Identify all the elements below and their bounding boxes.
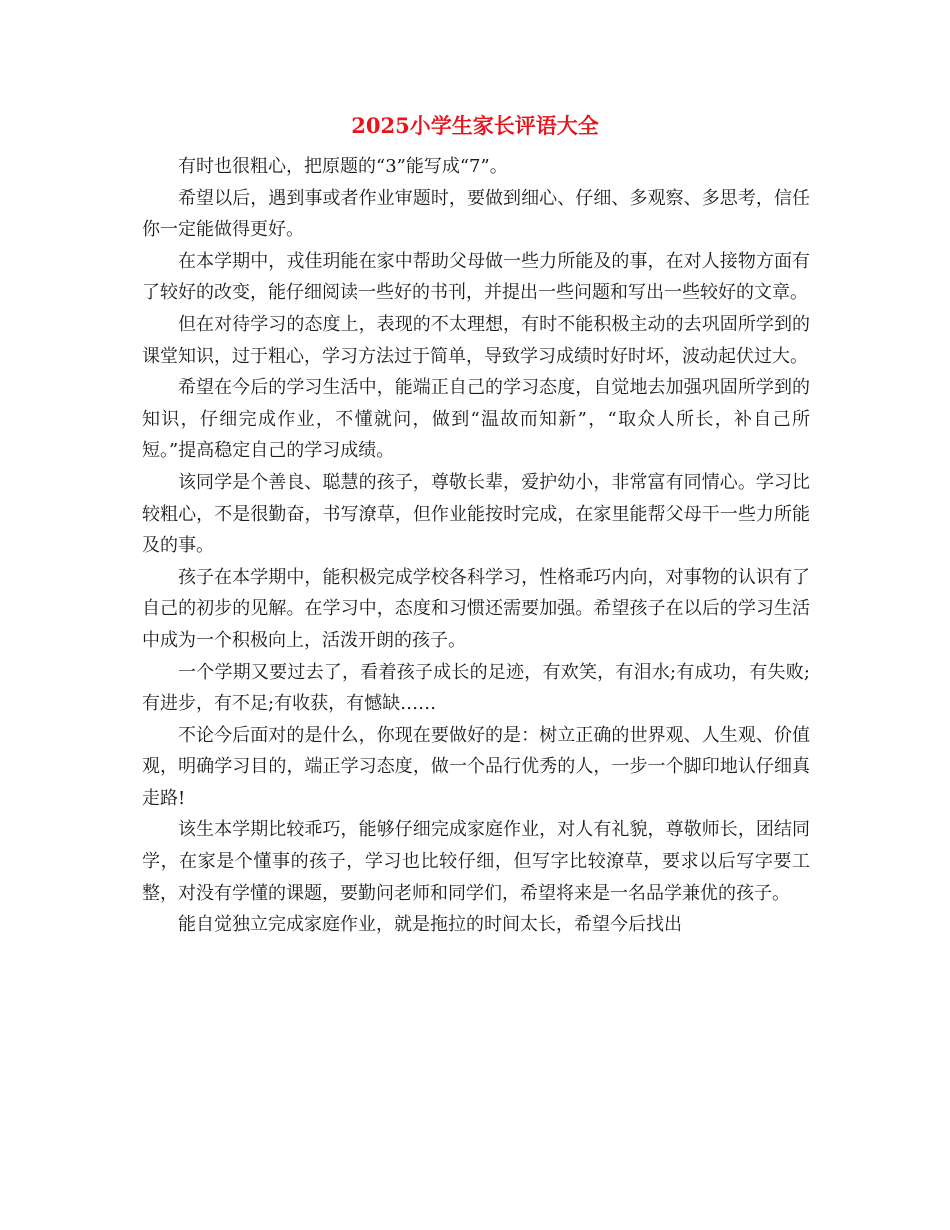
paragraph: 在本学期中，戎佳玥能在家中帮助父母做一些力所能及的事，在对人接物方面有了较好的改变，能仔细阅读一些好的书刊，并提出一些问题和写出一些较好的文章。 <box>142 250 810 304</box>
document-title: 2025小学生家长评语大全 <box>351 113 599 138</box>
paragraph: 希望以后，遇到事或者作业审题时，要做到细心、仔细、多观察、多思考，信任你一定能做得更好。 <box>142 187 810 241</box>
paragraph: 该同学是个善良、聪慧的孩子，尊敬长辈，爱护幼小，非常富有同情心。学习比较粗心，不是很勤奋，书写潦草，但作业能按时完成，在家里能帮父母干一些力所能及的事。 <box>142 471 810 557</box>
paragraph: 有时也很粗心，把原题的“3”能写成“7”。 <box>178 156 508 177</box>
paragraph: 不论今后面对的是什么，你现在要做好的是：树立正确的世界观、人生观、价值观，明确学习目的，端正学习态度，做一个品行优秀的人，一步一个脚印地认仔细真走路! <box>142 724 810 809</box>
paragraph: 但在对待学习的态度上，表现的不太理想，有时不能积极主动的去巩固所学到的课堂知识，过于粗心，学习方法过于简单，导致学习成绩时好时坏，波动起伏过大。 <box>142 313 810 367</box>
paragraph: 孩子在本学期中，能积极完成学校各科学习，性格乖巧内向，对事物的认识有了自己的初步的见解。在学习中，态度和习惯还需要加强。希望孩子在以后的学习生活中成为一个积极向上，活泼开朗的孩子。 <box>142 566 810 651</box>
paragraph: 希望在今后的学习生活中，能端正自己的学习态度，自觉地去加强巩固所学到的知识，仔细完成作业，不懂就问，做到“温故而知新”，“取众人所长，补自己所短。”提高稳定自己的学习成绩。 <box>142 377 810 462</box>
paragraph: 能自觉独立完成家庭作业，就是拖拉的时间太长，希望今后找出 <box>178 914 682 936</box>
paragraph: 该生本学期比较乖巧，能够仔细完成家庭作业，对人有礼貌，尊敬师长，团结同学，在家是个懂事的孩子，学习也比较仔细，但写字比较潦草，要求以后写字要工整，对没有学懂的课题，要勤问老师和同学们，希望将来是一名品学兼优的孩子。 <box>142 819 810 904</box>
paragraph: 一个学期又要过去了，看着孩子成长的足迹，有欢笑，有泪水;有成功，有失败;有进步，有不足;有收获，有憾缺…… <box>142 661 810 715</box>
document-body <box>142 151 810 941</box>
